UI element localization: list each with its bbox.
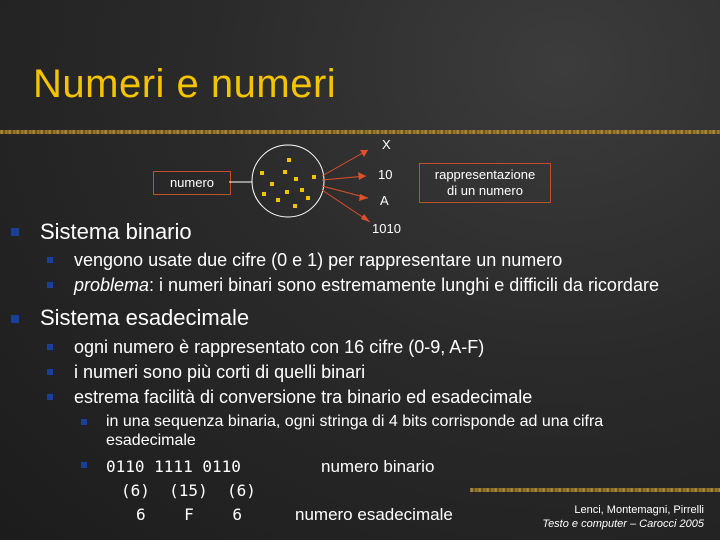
set-dot	[312, 175, 316, 179]
label-1010: 1010	[372, 221, 401, 236]
bullet-icon	[47, 282, 53, 288]
bullet-icon	[47, 257, 53, 263]
bullet-icon	[47, 369, 53, 375]
esa-point-1: ogni numero è rappresentato con 16 cifre (0-9, A-F)	[74, 337, 485, 357]
bullet-icon	[47, 394, 53, 400]
set-dot	[294, 177, 298, 181]
label-10: 10	[378, 167, 393, 182]
arrowhead-10	[358, 172, 366, 180]
arrowhead-a	[359, 194, 368, 201]
rappresentazione-box	[419, 163, 551, 203]
set-dot	[287, 158, 291, 162]
bullet-icon	[81, 462, 87, 468]
footer-book: Testo e computer – Carocci 2005	[542, 518, 704, 530]
rappresentazione-line2: di un numero	[447, 183, 523, 198]
set-dot	[306, 196, 310, 200]
arrow-to-x	[322, 150, 368, 176]
bullet-icon	[11, 228, 19, 236]
esa-point-2: i numeri sono più corti di quelli binari	[74, 362, 366, 382]
set-dot	[276, 198, 280, 202]
slide-title: Numeri e numeri	[33, 62, 337, 106]
binario-point-1: vengono usate due cifre (0 e 1) per rappresentare un numero	[74, 250, 563, 270]
numero-box: numero	[153, 171, 231, 195]
set-dot	[262, 192, 266, 196]
set-dot	[293, 204, 297, 208]
number-set-circle	[252, 145, 324, 217]
decimal-groups: (6) (15) (6)	[121, 481, 256, 500]
rappresentazione-line1: rappresentazione	[434, 167, 536, 182]
numero-binario-label: numero binario	[321, 457, 435, 476]
set-dot	[283, 170, 287, 174]
bullet-icon	[81, 419, 87, 425]
arrowhead-1010	[361, 214, 370, 222]
binario-point-2-rest: : i numeri binari sono estremamente lunghi e difficili da ricordare	[149, 275, 659, 295]
hex-groups: 6 F 6	[136, 505, 242, 524]
numero-esadecimale-label: numero esadecimale	[295, 505, 453, 524]
esa-point-3: estrema facilità di conversione tra binario ed esadecimale	[74, 387, 533, 407]
problema-word: problema	[74, 275, 150, 295]
set-dot	[260, 171, 264, 175]
label-x: X	[382, 137, 391, 152]
set-dot	[285, 190, 289, 194]
sistema-esadecimale-heading: Sistema esadecimale	[40, 305, 250, 330]
set-dot	[300, 188, 304, 192]
binary-groups: 0110 1111 0110	[106, 457, 241, 476]
footer-authors: Lenci, Montemagni, Pirrelli	[574, 504, 704, 516]
set-dot	[270, 182, 274, 186]
label-a: A	[380, 193, 389, 208]
esa-subpoint-line2: esadecimale	[106, 432, 196, 449]
bullet-icon	[47, 344, 53, 350]
esa-subpoint-line1: in una sequenza binaria, ogni stringa di 4 bits corrisponde ad una cifra	[106, 413, 604, 430]
binario-point-2	[74, 275, 659, 296]
sistema-binario-heading: Sistema binario	[40, 219, 192, 244]
bullet-icon	[11, 315, 19, 323]
